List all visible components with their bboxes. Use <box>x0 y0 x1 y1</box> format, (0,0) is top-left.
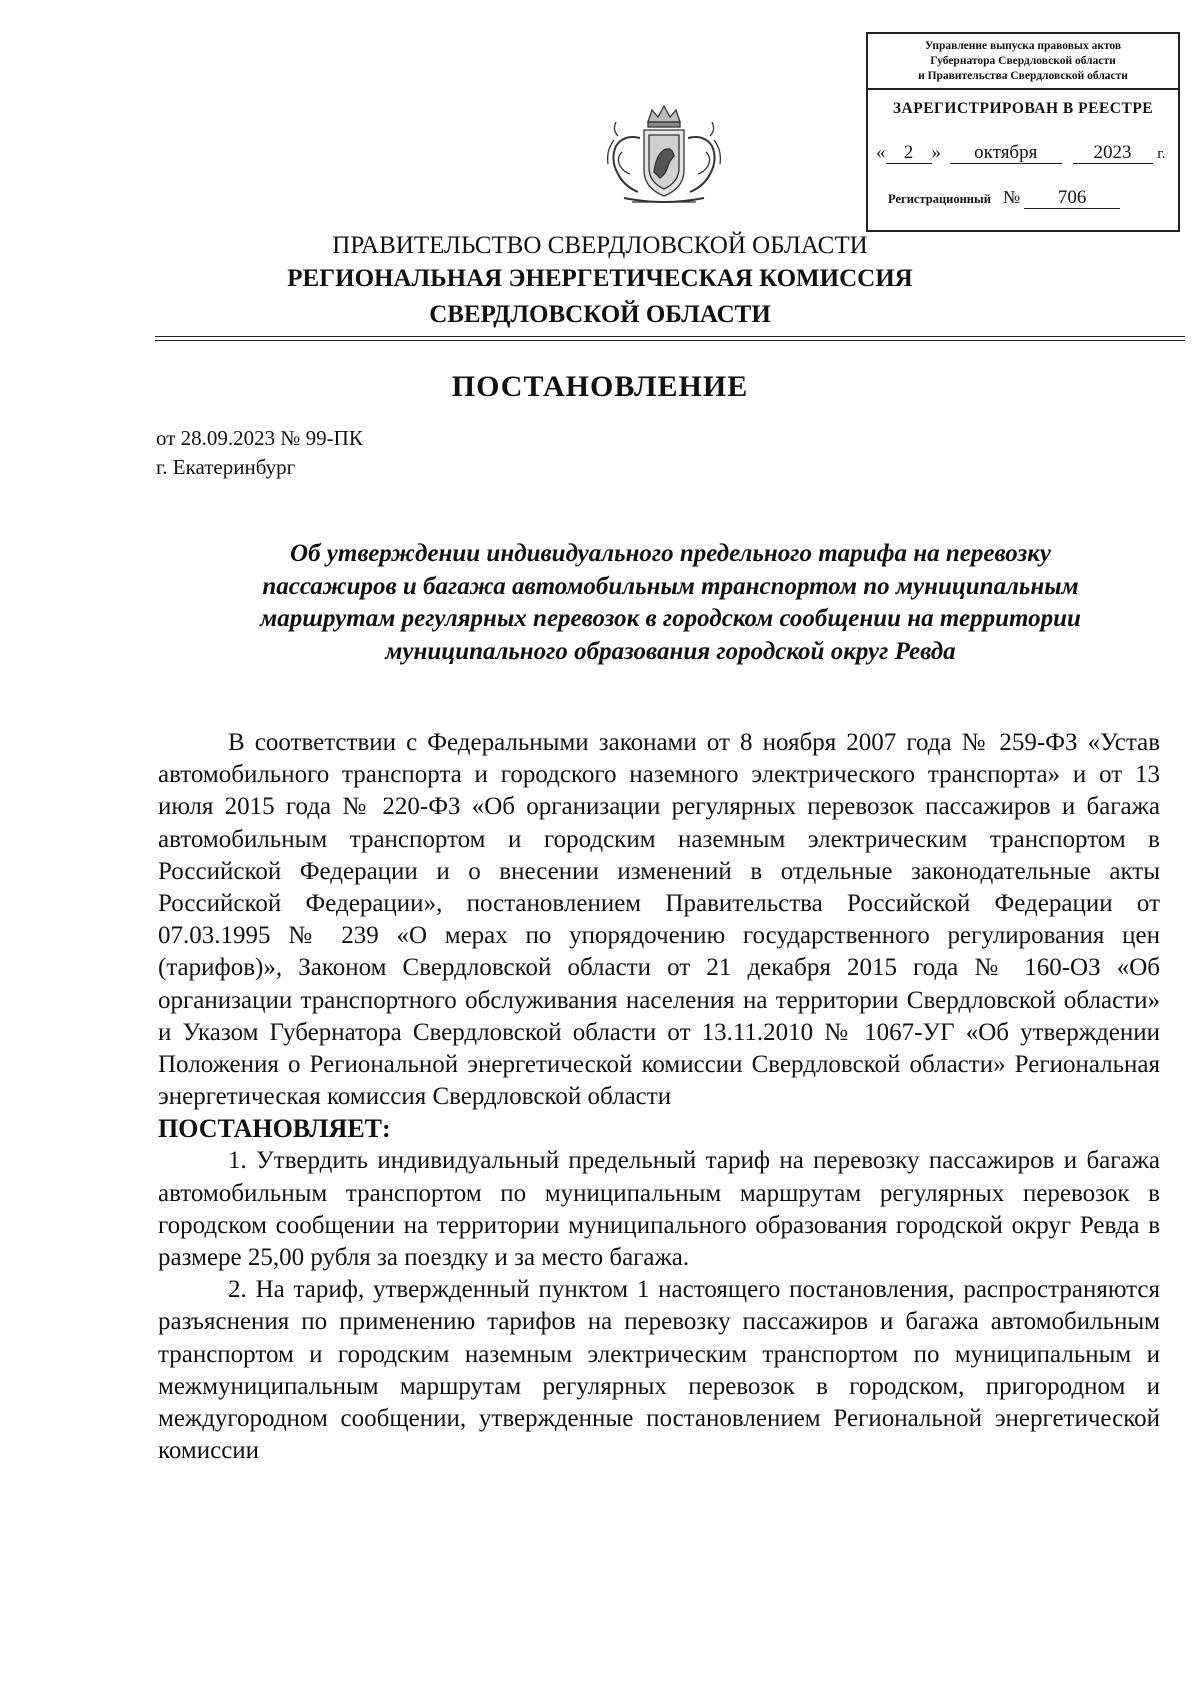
registration-year: 2023 <box>1073 143 1153 164</box>
item-paragraph-1: 1. Утвердить индивидуальный предельный тариф на перевозку пассажиров и багажа автомобильным транспортом по муниципальным маршрутам регулярных перевозок в городском сообщении на территории муниципального образования городской округ Ревда в размере 25,00 рубля за поездку и за место багажа. <box>158 1147 1160 1272</box>
preamble-paragraph: В соответствии с Федеральными законами от 8 ноября 2007 года № 259-ФЗ «Устав автомобильного транспорта и городского наземного электрического транспорта» и от 13 июля 2015 года № 220-ФЗ «Об организации регулярных перевозок пассажиров и багажа автомобильным транспортом и городским наземным электрическим транспортом в Российской Федерации и о внесении изменений в отдельные законодательные акты Российской Федерации», постановлением Правительства Российской Федерации от 07.03.1995 № 239 «О мерах по упорядочению государственного регулирования цен (тарифов)», Законом Свердловской области от 21 декабря 2015 года № 160-ОЗ «Об организации транспортного обслуживания населения на территории Свердловской области» и Указом Губернатора Свердловской области от 13.11.2010 № 1067-УГ «Об утверждении Положения о Региональной энергетической комиссии Свердловской области» Региональная энергетическая комиссия Свердловской области <box>158 729 1160 1111</box>
quote-close: » <box>931 142 941 163</box>
header-divider-thin <box>155 340 1185 341</box>
year-suffix: г. <box>1157 146 1166 162</box>
registration-number-value: 706 <box>1024 188 1120 209</box>
document-body <box>158 727 1160 1467</box>
registration-stamp-title: ЗАРЕГИСТРИРОВАН В РЕЕСТРЕ <box>892 100 1154 117</box>
document-date-number: от 28.09.2023 № 99-ПК <box>156 426 363 450</box>
commission-name-line2: СВЕРДЛОВСКОЙ ОБЛАСТИ <box>429 301 771 328</box>
registration-number <box>888 187 1120 209</box>
registration-stamp <box>866 32 1180 232</box>
subject-line: муниципального образования городской округ Ревда <box>385 637 956 665</box>
document-meta <box>156 424 363 482</box>
stamp-header-line: Губернатора Свердловской области <box>930 55 1116 67</box>
registration-number-label: Регистрационный <box>888 192 991 206</box>
registration-stamp-header <box>868 34 1178 90</box>
header-divider <box>155 336 1185 337</box>
subject-line: маршрутам регулярных перевозок в городском сообщении на территории <box>260 605 1081 632</box>
document-city: г. Екатеринбург <box>156 455 296 479</box>
number-sign: № <box>1002 187 1021 207</box>
item-paragraph-2: 2. На тариф, утвержденный пунктом 1 настоящего постановления, распространяются разъяснения по применению тарифов на перевозку пассажиров и багажа автомобильным транспортом и городским наземным электрическим транспортом по муниципальным и межмуниципальным маршрутам регулярных перевозок в городском, пригородном и междугородном сообщении, утвержденные постановлением Региональной энергетической комиссии <box>158 1276 1160 1465</box>
stamp-header-line: Управление выпуска правовых актов <box>924 40 1122 52</box>
stamp-header-line: и Правительства Свердловской области <box>918 70 1128 82</box>
government-name: ПРАВИТЕЛЬСТВО СВЕРДЛОВСКОЙ ОБЛАСТИ <box>332 232 868 259</box>
subject-line: Об утверждении индивидуального предельного тарифа на перевозку <box>290 540 1051 567</box>
registration-date <box>876 142 1165 164</box>
commission-name-line1: РЕГИОНАЛЬНАЯ ЭНЕРГЕТИЧЕСКАЯ КОМИССИЯ <box>287 265 913 292</box>
resolves-heading: ПОСТАНОВЛЯЕТ: <box>158 1114 391 1144</box>
registration-month: октября <box>950 143 1062 164</box>
document-type: ПОСТАНОВЛЕНИЕ <box>451 370 749 403</box>
coat-of-arms-icon <box>594 100 734 210</box>
quote-open: « <box>876 142 886 163</box>
subject-line: пассажиров и багажа автомобильным транспортом по муниципальным <box>262 572 1079 600</box>
registration-day: 2 <box>886 143 932 164</box>
document-subject <box>156 538 1185 668</box>
